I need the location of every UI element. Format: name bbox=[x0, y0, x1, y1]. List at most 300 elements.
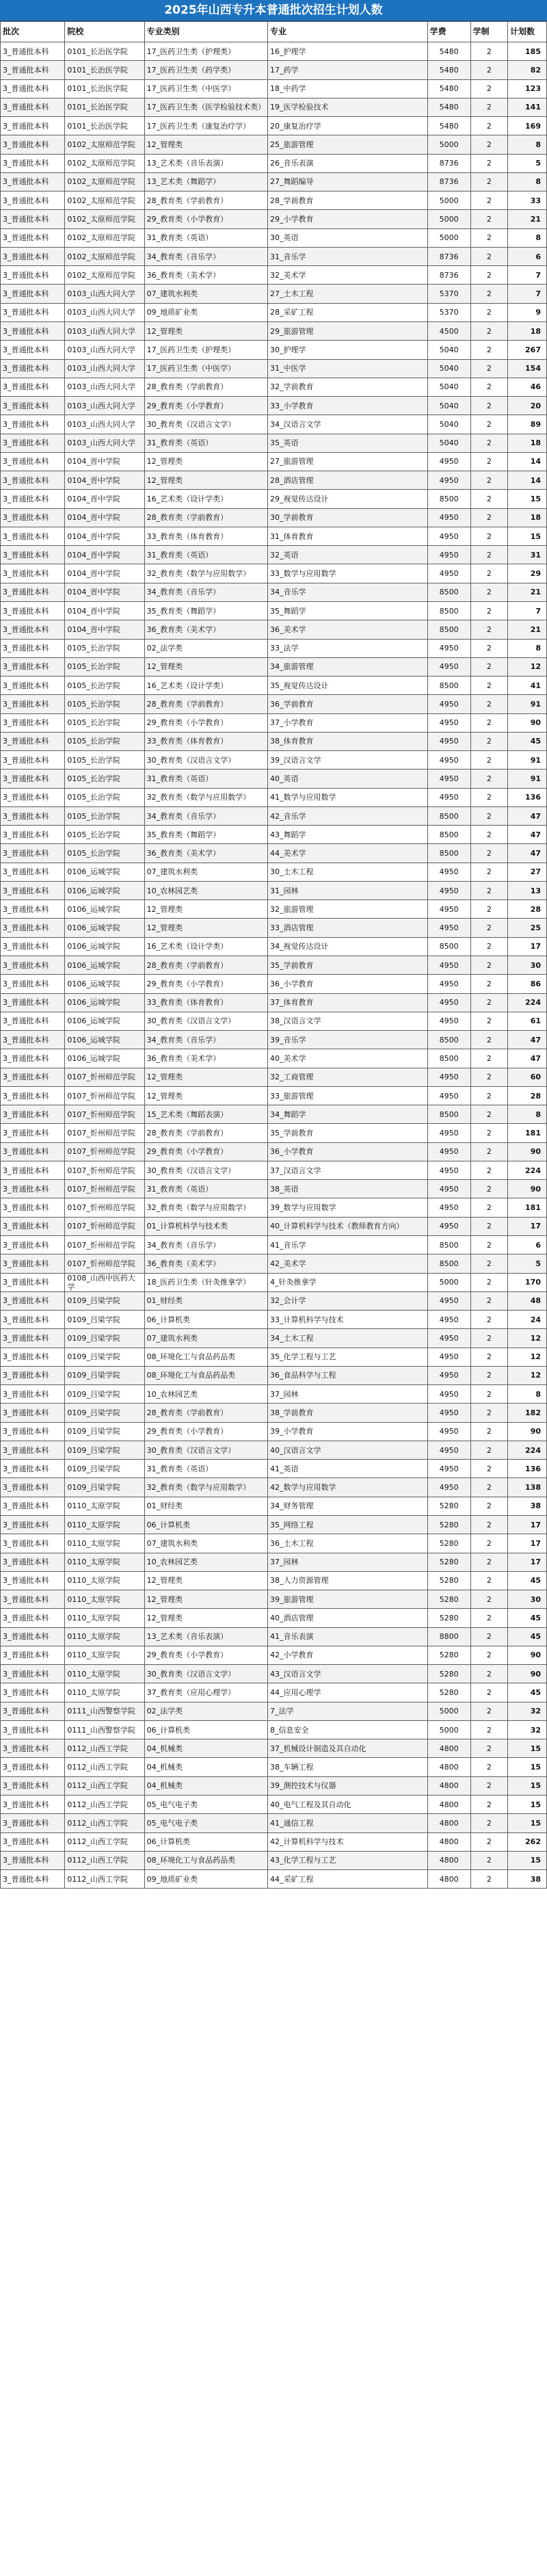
tuition-cell: 5280 bbox=[427, 1534, 470, 1553]
duration-cell: 2 bbox=[470, 434, 507, 452]
plan-count-cell: 61 bbox=[508, 1012, 547, 1030]
table-row bbox=[1, 247, 547, 265]
batch-cell: 3_普通批本科 bbox=[1, 285, 65, 303]
batch-cell: 3_普通批本科 bbox=[1, 434, 65, 452]
tuition-cell: 4950 bbox=[427, 770, 470, 788]
category-cell: 12_管理类 bbox=[144, 471, 267, 490]
school-cell: 0112_山西工学院 bbox=[65, 1870, 144, 1889]
tuition-cell: 4950 bbox=[427, 546, 470, 564]
table-row bbox=[1, 98, 547, 116]
batch-cell: 3_普通批本科 bbox=[1, 210, 65, 228]
category-cell: 35_教育类（舞蹈学） bbox=[144, 601, 267, 620]
plan-count-cell: 24 bbox=[508, 1311, 547, 1329]
tuition-cell: 4800 bbox=[427, 1739, 470, 1758]
duration-cell: 2 bbox=[470, 1366, 507, 1384]
duration-cell: 2 bbox=[470, 1739, 507, 1758]
duration-cell: 2 bbox=[470, 1702, 507, 1720]
duration-cell: 2 bbox=[470, 42, 507, 61]
school-cell: 0101_长治医学院 bbox=[65, 98, 144, 116]
school-cell: 0107_忻州师范学院 bbox=[65, 1086, 144, 1105]
table-row bbox=[1, 881, 547, 899]
school-cell: 0104_晋中学院 bbox=[65, 546, 144, 564]
table-row bbox=[1, 192, 547, 210]
table-row bbox=[1, 1814, 547, 1832]
duration-cell: 2 bbox=[470, 490, 507, 508]
tuition-cell: 5480 bbox=[427, 98, 470, 116]
tuition-cell: 4500 bbox=[427, 321, 470, 340]
category-cell: 17_医药卫生类（药学类） bbox=[144, 61, 267, 79]
tuition-cell: 4950 bbox=[427, 956, 470, 975]
tuition-cell: 4950 bbox=[427, 1291, 470, 1310]
category-cell: 12_管理类 bbox=[144, 1068, 267, 1086]
duration-cell: 2 bbox=[470, 415, 507, 434]
duration-cell: 2 bbox=[470, 975, 507, 993]
school-cell: 0110_太原学院 bbox=[65, 1590, 144, 1609]
duration-cell: 2 bbox=[470, 1646, 507, 1664]
tuition-cell: 4950 bbox=[427, 1217, 470, 1235]
school-cell: 0112_山西工学院 bbox=[65, 1739, 144, 1758]
table-row bbox=[1, 732, 547, 750]
category-cell: 07_建筑水利类 bbox=[144, 285, 267, 303]
major-cell: 38_汉语言文学 bbox=[268, 1012, 428, 1030]
table-row bbox=[1, 61, 547, 79]
duration-cell: 2 bbox=[470, 826, 507, 844]
duration-cell: 2 bbox=[470, 1385, 507, 1404]
batch-cell: 3_普通批本科 bbox=[1, 1404, 65, 1422]
school-cell: 0110_太原学院 bbox=[65, 1515, 144, 1534]
table-row bbox=[1, 1609, 547, 1627]
major-cell: 33_数学与应用数学 bbox=[268, 564, 428, 583]
header-row bbox=[1, 22, 547, 42]
category-cell: 28_教育类（学前教育） bbox=[144, 1124, 267, 1142]
school-cell: 0109_吕梁学院 bbox=[65, 1311, 144, 1329]
school-cell: 0104_晋中学院 bbox=[65, 508, 144, 527]
category-cell: 06_计算机类 bbox=[144, 1311, 267, 1329]
duration-cell: 2 bbox=[470, 1012, 507, 1030]
table-row bbox=[1, 546, 547, 564]
school-cell: 0109_吕梁学院 bbox=[65, 1348, 144, 1366]
batch-cell: 3_普通批本科 bbox=[1, 900, 65, 919]
tuition-cell: 4950 bbox=[427, 1198, 470, 1217]
batch-cell: 3_普通批本科 bbox=[1, 98, 65, 116]
batch-cell: 3_普通批本科 bbox=[1, 583, 65, 601]
plan-count-cell: 47 bbox=[508, 826, 547, 844]
category-cell: 09_地质矿业类 bbox=[144, 303, 267, 321]
batch-cell: 3_普通批本科 bbox=[1, 303, 65, 321]
batch-cell: 3_普通批本科 bbox=[1, 1236, 65, 1254]
duration-cell: 2 bbox=[470, 1180, 507, 1198]
column-header-duration: 学制 bbox=[470, 22, 507, 42]
tuition-cell: 4800 bbox=[427, 1776, 470, 1795]
tuition-cell: 4950 bbox=[427, 564, 470, 583]
school-cell: 0104_晋中学院 bbox=[65, 583, 144, 601]
tuition-cell: 4800 bbox=[427, 1814, 470, 1832]
category-cell: 34_教育类（音乐学） bbox=[144, 247, 267, 265]
school-cell: 0103_山西大同大学 bbox=[65, 341, 144, 359]
tuition-cell: 8500 bbox=[427, 601, 470, 620]
school-cell: 0107_忻州师范学院 bbox=[65, 1217, 144, 1235]
plan-count-cell: 47 bbox=[508, 806, 547, 825]
duration-cell: 2 bbox=[470, 1142, 507, 1161]
table-row bbox=[1, 676, 547, 695]
school-cell: 0105_长治学院 bbox=[65, 695, 144, 713]
school-cell: 0104_晋中学院 bbox=[65, 527, 144, 545]
duration-cell: 2 bbox=[470, 1870, 507, 1889]
school-cell: 0111_山西警察学院 bbox=[65, 1702, 144, 1720]
category-cell: 13_艺术类（音乐表演） bbox=[144, 1627, 267, 1646]
plan-count-cell: 90 bbox=[508, 1180, 547, 1198]
tuition-cell: 8500 bbox=[427, 676, 470, 695]
school-cell: 0107_忻州师范学院 bbox=[65, 1161, 144, 1179]
table-row bbox=[1, 1646, 547, 1664]
batch-cell: 3_普通批本科 bbox=[1, 471, 65, 490]
school-cell: 0104_晋中学院 bbox=[65, 452, 144, 471]
major-cell: 42_小学教育 bbox=[268, 1646, 428, 1664]
major-cell: 42_数学与应用数学 bbox=[268, 1478, 428, 1497]
school-cell: 0107_忻州师范学院 bbox=[65, 1236, 144, 1254]
category-cell: 35_教育类（舞蹈学） bbox=[144, 826, 267, 844]
batch-cell: 3_普通批本科 bbox=[1, 154, 65, 172]
tuition-cell: 5000 bbox=[427, 210, 470, 228]
duration-cell: 2 bbox=[470, 1422, 507, 1441]
duration-cell: 2 bbox=[470, 1590, 507, 1609]
category-cell: 17_医药卫生类（康复治疗学） bbox=[144, 117, 267, 135]
tuition-cell: 5040 bbox=[427, 415, 470, 434]
duration-cell: 2 bbox=[470, 1571, 507, 1590]
major-cell: 37_体育教育 bbox=[268, 993, 428, 1012]
category-cell: 17_医药卫生类（护理类） bbox=[144, 341, 267, 359]
table-row bbox=[1, 1105, 547, 1124]
category-cell: 18_医药卫生类（针灸推拿学） bbox=[144, 1273, 267, 1291]
duration-cell: 2 bbox=[470, 1609, 507, 1627]
major-cell: 17_药学 bbox=[268, 61, 428, 79]
batch-cell: 3_普通批本科 bbox=[1, 1870, 65, 1889]
duration-cell: 2 bbox=[470, 1758, 507, 1776]
major-cell: 37_小学教育 bbox=[268, 713, 428, 732]
major-cell: 33_法学 bbox=[268, 639, 428, 657]
batch-cell: 3_普通批本科 bbox=[1, 228, 65, 247]
duration-cell: 2 bbox=[470, 117, 507, 135]
school-cell: 0104_晋中学院 bbox=[65, 620, 144, 639]
tuition-cell: 5000 bbox=[427, 135, 470, 154]
table-row bbox=[1, 1776, 547, 1795]
batch-cell: 3_普通批本科 bbox=[1, 919, 65, 937]
plan-count-cell: 31 bbox=[508, 546, 547, 564]
tuition-cell: 4950 bbox=[427, 471, 470, 490]
duration-cell: 2 bbox=[470, 1086, 507, 1105]
table-row bbox=[1, 1534, 547, 1553]
plan-count-cell: 224 bbox=[508, 1441, 547, 1459]
plan-count-cell: 21 bbox=[508, 210, 547, 228]
table-row bbox=[1, 1049, 547, 1068]
plan-count-cell: 7 bbox=[508, 266, 547, 285]
plan-count-cell: 136 bbox=[508, 788, 547, 806]
plan-count-cell: 12 bbox=[508, 657, 547, 676]
major-cell: 31_园林 bbox=[268, 881, 428, 899]
plan-count-cell: 14 bbox=[508, 471, 547, 490]
category-cell: 29_教育类（小学教育） bbox=[144, 975, 267, 993]
plan-count-cell: 15 bbox=[508, 1758, 547, 1776]
school-cell: 0103_山西大同大学 bbox=[65, 321, 144, 340]
tuition-cell: 5280 bbox=[427, 1683, 470, 1702]
category-cell: 34_教育类（音乐学） bbox=[144, 806, 267, 825]
column-header-batch: 批次 bbox=[1, 22, 65, 42]
major-cell: 16_护理学 bbox=[268, 42, 428, 61]
tuition-cell: 8736 bbox=[427, 154, 470, 172]
tuition-cell: 8500 bbox=[427, 620, 470, 639]
major-cell: 41_音乐学 bbox=[268, 1236, 428, 1254]
table-row bbox=[1, 135, 547, 154]
school-cell: 0106_运城学院 bbox=[65, 1031, 144, 1049]
major-cell: 40_电气工程及其自动化 bbox=[268, 1795, 428, 1813]
batch-cell: 3_普通批本科 bbox=[1, 1329, 65, 1348]
major-cell: 28_酒店管理 bbox=[268, 471, 428, 490]
school-cell: 0106_运城学院 bbox=[65, 1012, 144, 1030]
major-cell: 36_土木工程 bbox=[268, 1534, 428, 1553]
plan-count-cell: 47 bbox=[508, 844, 547, 863]
batch-cell: 3_普通批本科 bbox=[1, 1348, 65, 1366]
batch-cell: 3_普通批本科 bbox=[1, 192, 65, 210]
major-cell: 41_通信工程 bbox=[268, 1814, 428, 1832]
plan-count-cell: 29 bbox=[508, 564, 547, 583]
school-cell: 0107_忻州师范学院 bbox=[65, 1068, 144, 1086]
duration-cell: 2 bbox=[470, 135, 507, 154]
tuition-cell: 5000 bbox=[427, 1720, 470, 1739]
tuition-cell: 4950 bbox=[427, 1180, 470, 1198]
table-row bbox=[1, 1311, 547, 1329]
duration-cell: 2 bbox=[470, 192, 507, 210]
plan-count-cell: 154 bbox=[508, 359, 547, 378]
plan-count-cell: 15 bbox=[508, 1776, 547, 1795]
duration-cell: 2 bbox=[470, 788, 507, 806]
school-cell: 0110_太原学院 bbox=[65, 1627, 144, 1646]
tuition-cell: 5370 bbox=[427, 285, 470, 303]
plan-count-cell: 25 bbox=[508, 919, 547, 937]
table-row bbox=[1, 826, 547, 844]
batch-cell: 3_普通批本科 bbox=[1, 1795, 65, 1813]
duration-cell: 2 bbox=[470, 527, 507, 545]
duration-cell: 2 bbox=[470, 937, 507, 956]
table-row bbox=[1, 210, 547, 228]
tuition-cell: 4950 bbox=[427, 639, 470, 657]
major-cell: 37_园林 bbox=[268, 1385, 428, 1404]
batch-cell: 3_普通批本科 bbox=[1, 1254, 65, 1273]
tuition-cell: 4950 bbox=[427, 732, 470, 750]
school-cell: 0103_山西大同大学 bbox=[65, 359, 144, 378]
plan-count-cell: 18 bbox=[508, 321, 547, 340]
plan-count-cell: 224 bbox=[508, 993, 547, 1012]
table-row bbox=[1, 341, 547, 359]
table-row bbox=[1, 285, 547, 303]
column-header-major: 专业 bbox=[268, 22, 428, 42]
table-row bbox=[1, 751, 547, 770]
major-cell: 32_美术学 bbox=[268, 266, 428, 285]
table-row bbox=[1, 172, 547, 191]
batch-cell: 3_普通批本科 bbox=[1, 452, 65, 471]
school-cell: 0107_忻州师范学院 bbox=[65, 1124, 144, 1142]
category-cell: 04_机械类 bbox=[144, 1739, 267, 1758]
tuition-cell: 8500 bbox=[427, 1236, 470, 1254]
category-cell: 06_计算机类 bbox=[144, 1832, 267, 1851]
plan-count-cell: 8 bbox=[508, 228, 547, 247]
duration-cell: 2 bbox=[470, 1348, 507, 1366]
plan-count-cell: 18 bbox=[508, 508, 547, 527]
school-cell: 0112_山西工学院 bbox=[65, 1851, 144, 1869]
column-header-plan: 计划数 bbox=[508, 22, 547, 42]
table-row bbox=[1, 452, 547, 471]
table-row bbox=[1, 1198, 547, 1217]
category-cell: 29_教育类（小学教育） bbox=[144, 397, 267, 415]
batch-cell: 3_普通批本科 bbox=[1, 1460, 65, 1478]
batch-cell: 3_普通批本科 bbox=[1, 1776, 65, 1795]
table-row bbox=[1, 1273, 547, 1291]
tuition-cell: 4950 bbox=[427, 695, 470, 713]
school-cell: 0107_忻州师范学院 bbox=[65, 1180, 144, 1198]
major-cell: 40_酒店管理 bbox=[268, 1609, 428, 1627]
major-cell: 36_小学教育 bbox=[268, 1142, 428, 1161]
plan-count-cell: 30 bbox=[508, 956, 547, 975]
column-header-tuition: 学费 bbox=[427, 22, 470, 42]
batch-cell: 3_普通批本科 bbox=[1, 1161, 65, 1179]
table-row bbox=[1, 266, 547, 285]
category-cell: 06_计算机类 bbox=[144, 1720, 267, 1739]
plan-count-cell: 28 bbox=[508, 1086, 547, 1105]
duration-cell: 2 bbox=[470, 98, 507, 116]
batch-cell: 3_普通批本科 bbox=[1, 508, 65, 527]
tuition-cell: 8736 bbox=[427, 172, 470, 191]
school-cell: 0107_忻州师范学院 bbox=[65, 1142, 144, 1161]
batch-cell: 3_普通批本科 bbox=[1, 1627, 65, 1646]
plan-count-cell: 89 bbox=[508, 415, 547, 434]
major-cell: 8_信息安全 bbox=[268, 1720, 428, 1739]
tuition-cell: 4950 bbox=[427, 900, 470, 919]
batch-cell: 3_普通批本科 bbox=[1, 61, 65, 79]
batch-cell: 3_普通批本科 bbox=[1, 788, 65, 806]
table-row bbox=[1, 620, 547, 639]
category-cell: 04_机械类 bbox=[144, 1758, 267, 1776]
major-cell: 31_体育教育 bbox=[268, 527, 428, 545]
school-cell: 0110_太原学院 bbox=[65, 1665, 144, 1683]
batch-cell: 3_普通批本科 bbox=[1, 266, 65, 285]
plan-count-cell: 5 bbox=[508, 154, 547, 172]
table-row bbox=[1, 844, 547, 863]
school-cell: 0103_山西大同大学 bbox=[65, 415, 144, 434]
table-row bbox=[1, 993, 547, 1012]
school-cell: 0106_运城学院 bbox=[65, 937, 144, 956]
plan-count-cell: 17 bbox=[508, 1553, 547, 1571]
duration-cell: 2 bbox=[470, 844, 507, 863]
table-row bbox=[1, 1870, 547, 1889]
category-cell: 36_教育类（美术学） bbox=[144, 844, 267, 863]
school-cell: 0101_长治医学院 bbox=[65, 117, 144, 135]
plan-count-cell: 15 bbox=[508, 527, 547, 545]
batch-cell: 3_普通批本科 bbox=[1, 993, 65, 1012]
school-cell: 0111_山西警察学院 bbox=[65, 1720, 144, 1739]
duration-cell: 2 bbox=[470, 1814, 507, 1832]
tuition-cell: 5000 bbox=[427, 1273, 470, 1291]
tuition-cell: 5280 bbox=[427, 1497, 470, 1515]
duration-cell: 2 bbox=[470, 154, 507, 172]
table-row bbox=[1, 1291, 547, 1310]
tuition-cell: 8500 bbox=[427, 806, 470, 825]
plan-count-cell: 18 bbox=[508, 434, 547, 452]
table-row bbox=[1, 434, 547, 452]
school-cell: 0112_山西工学院 bbox=[65, 1776, 144, 1795]
plan-count-cell: 32 bbox=[508, 1720, 547, 1739]
duration-cell: 2 bbox=[470, 397, 507, 415]
tuition-cell: 5040 bbox=[427, 378, 470, 396]
duration-cell: 2 bbox=[470, 676, 507, 695]
tuition-cell: 4950 bbox=[427, 1161, 470, 1179]
table-row bbox=[1, 564, 547, 583]
table-row bbox=[1, 1739, 547, 1758]
school-cell: 0105_长治学院 bbox=[65, 788, 144, 806]
plan-count-cell: 8 bbox=[508, 135, 547, 154]
batch-cell: 3_普通批本科 bbox=[1, 844, 65, 863]
batch-cell: 3_普通批本科 bbox=[1, 359, 65, 378]
major-cell: 32_工商管理 bbox=[268, 1068, 428, 1086]
table-row bbox=[1, 1422, 547, 1441]
plan-count-cell: 90 bbox=[508, 713, 547, 732]
duration-cell: 2 bbox=[470, 471, 507, 490]
plan-count-cell: 7 bbox=[508, 601, 547, 620]
tuition-cell: 4950 bbox=[427, 881, 470, 899]
table-row bbox=[1, 1571, 547, 1590]
duration-cell: 2 bbox=[470, 1124, 507, 1142]
batch-cell: 3_普通批本科 bbox=[1, 806, 65, 825]
school-cell: 0105_长治学院 bbox=[65, 732, 144, 750]
batch-cell: 3_普通批本科 bbox=[1, 1683, 65, 1702]
table-row bbox=[1, 770, 547, 788]
major-cell: 39_汉语言文学 bbox=[268, 751, 428, 770]
plan-count-cell: 38 bbox=[508, 1497, 547, 1515]
batch-cell: 3_普通批本科 bbox=[1, 527, 65, 545]
tuition-cell: 5280 bbox=[427, 1553, 470, 1571]
school-cell: 0102_太原师范学院 bbox=[65, 228, 144, 247]
tuition-cell: 4800 bbox=[427, 1832, 470, 1851]
table-row bbox=[1, 695, 547, 713]
table-row bbox=[1, 1460, 547, 1478]
category-cell: 02_法学类 bbox=[144, 1702, 267, 1720]
school-cell: 0109_吕梁学院 bbox=[65, 1385, 144, 1404]
table-row bbox=[1, 1553, 547, 1571]
school-cell: 0104_晋中学院 bbox=[65, 490, 144, 508]
table-row bbox=[1, 1012, 547, 1030]
table-row bbox=[1, 527, 547, 545]
tuition-cell: 4950 bbox=[427, 863, 470, 881]
school-cell: 0110_太原学院 bbox=[65, 1571, 144, 1590]
school-cell: 0103_山西大同大学 bbox=[65, 303, 144, 321]
school-cell: 0106_运城学院 bbox=[65, 900, 144, 919]
table-row bbox=[1, 508, 547, 527]
tuition-cell: 4950 bbox=[427, 1012, 470, 1030]
duration-cell: 2 bbox=[470, 508, 507, 527]
tuition-cell: 4950 bbox=[427, 751, 470, 770]
duration-cell: 2 bbox=[470, 919, 507, 937]
tuition-cell: 4800 bbox=[427, 1870, 470, 1889]
plan-count-cell: 136 bbox=[508, 1460, 547, 1478]
batch-cell: 3_普通批本科 bbox=[1, 975, 65, 993]
plan-count-cell: 28 bbox=[508, 900, 547, 919]
batch-cell: 3_普通批本科 bbox=[1, 1086, 65, 1105]
tuition-cell: 4950 bbox=[427, 713, 470, 732]
plan-count-cell: 181 bbox=[508, 1198, 547, 1217]
plan-count-cell: 224 bbox=[508, 1161, 547, 1179]
duration-cell: 2 bbox=[470, 601, 507, 620]
duration-cell: 2 bbox=[470, 1198, 507, 1217]
tuition-cell: 5000 bbox=[427, 1702, 470, 1720]
school-cell: 0110_太原学院 bbox=[65, 1683, 144, 1702]
